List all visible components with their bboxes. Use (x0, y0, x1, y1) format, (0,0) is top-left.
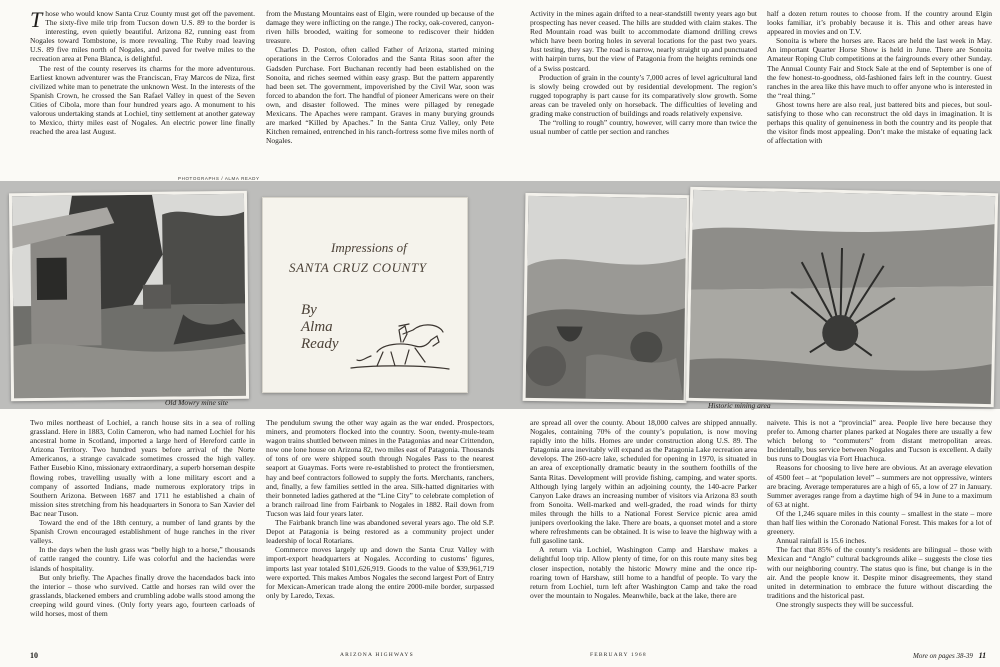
bottom-column-3 (530, 418, 757, 644)
bottom-col2-para-1: The pendulum swung the other way again as the war ended. Prospectors, miners, and promoters flocked into the country. Soon, twenty-mule-team wagon trains shuttled between mines in the Patagonias and near Crittendon, now one lone house on Arizona 82, two miles east of Patagonia. Thousands of tons of ore were shipped south through Nogales Pass to the nearest seaport at Guaymas. Forts were re-established to protect the frontiersmen, hay and beef contractors followed to supply the forts. Merchants, ranchers, and, finally, a few families settled in the area. Silk-hatted dignitaries with their bonneted ladies gathered at the “Line City” to celebrate completion of a branch railroad line from Fairbank to Nogales in 1882. Rail down from Tucson was laid four years later. (266, 418, 494, 518)
top-col2-para-2: Charles D. Poston, often called Father of Arizona, started mining operations in the Cerros Colorados and the Santa Ritas soon after the Gadsden Purchase. Fort Buchanan recently had been established on the Sonoita, and riches seemed within easy grasp. But the pattern apparently had been set. The government, impoverished by the Civil War, soon was forced to abandon the fort. The handful of pioneer Americans were on their own, and disaster followed. The mines were pillaged by renegade Mexicans. The Apaches were rampant. Graves in many burying grounds are marked “Killed by Apaches.” In the Santa Cruz Valley, only Pete Kitchen remained, entrenched in his ranch-fortress some five miles north of Nogales. (266, 45, 494, 146)
top-column-4 (767, 9, 992, 175)
bottom-column-1 (30, 418, 255, 644)
bottom-col3-para-1: are spread all over the county. About 18,000 calves are shipped annually. Nogales, containing 70% of the county’s population, is now moving rapidly into the hills. Homes are under construction along U.S. 89. The Patagonia area inevitably will expand as the Patagonia Lake recreation area develops. The 260-acre lake, scheduled for opening in 1970, is situated in an area of exceptionally dramatic beauty in the southern foothills of the Santa Ritas. Development will provide fishing, camping, and water sports. Although lying largely within an adjoining county, the 140-acre Parker Canyon Lake draws an increasing number of visitors via Arizona 83 south from Sonoita. Well-marked and well-graded, the road winds for thirty miles through the hills to a National Forest Service picnic area amid junipers overlooking the lake. There are boats, a quonset motel and a store where refreshments can be obtained. It is wise to leave the highway with a full gasoline tank. (530, 418, 757, 546)
photo-credit: PHOTOGRAPHS / ALMA READY (178, 176, 260, 181)
bottom-col4-para-3: Of the 1,246 square miles in this county – smallest in the state – more than half lies within the Coronado National Forest. This makes for a lot of greenery. (767, 508, 992, 537)
top-col1-para-2: The rest of the county reserves its charms for the more adventurous. Earliest known adventurer was the Franciscan, Fray Marcos de Niza, first civilized white man to penetrate the unknown West. In the interests of the Spanish Crown, he crossed the San Rafael Valley in quest of the Seven Cities of Cibola, more than four hundred years ago. A monument to his valorous undertaking stands at Lochiel, tiny settlement at another gateway to Mexico, thirty miles east of Nogales. An electric power line finally reached the area last August. (30, 63, 255, 137)
magazine-name: ARIZONA HIGHWAYS (340, 652, 414, 658)
bottom-column-4 (767, 418, 992, 644)
caption-right: Historic mining area (708, 401, 771, 410)
page-number-left: 10 (30, 651, 38, 660)
bottom-col4-para-1: naivete. This is not a “provincial” area. People live here because they prefer to. Among charter planes parked at Nogales there are usually a few which belong to “commuters” from distant metropolitan areas. Incidentally, bus service between Nogales and Tucson is excellent. A daily bus runs to Douglas via Fort Huachuca. (767, 418, 992, 464)
byline (301, 302, 338, 353)
bottom-col3-para-2: A return via Lochiel, Washington Camp and Harshaw makes a delightful loop trip. Allow plenty of time, for on this route many sites beg closer inspection, notably the historic Mowry mine and the once rip-roaring town of Harshaw, still home to a handful of people. To vary the return from Lochiel, turn left after Washington Camp and take the road over the mountain to Nogales. Meanwhile, back at the lake, there are (530, 545, 757, 600)
bottom-col1-para-2: Toward the end of the 18th century, a number of land grants by the Spanish Crown encouraged establishment of huge ranches in the river valleys. (30, 518, 255, 546)
top-col3-para-1: Activity in the mines again drifted to a near-standstill twenty years ago but prospecting has never ceased. The hills are studded with claim stakes. The Red Mountain road was built to accommodate diamond drilling crews which have been boring holes in several locations for the past two years. Just testing, they say. The road is narrow, nearly straight up and punctuated with hairpin turns, but the view of Patagonia from the heights reminds one of a Swiss postcard. (530, 9, 757, 73)
bottom-col4-para-6: One strongly suspects they will be successful. (776, 599, 914, 609)
continued-text: More on pages 38-39 (913, 652, 973, 660)
bottom-col2-para-2: The Fairbank branch line was abandoned several years ago. The old S.P. Depot at Patagonia is being restored as a community project under leadership of local Rotarians. (266, 518, 494, 546)
top-col4-para-3: Ghost towns here are also real, just battered bits and pieces, but soul-satisfying to those who can reconstruct the old days in imagination. It is perhaps this quality of genuineness in both the country and its people that the visitor finds most appealing. Don’t make the mistake of equating lack of affectation with (767, 99, 992, 146)
photo-historic-mining (523, 193, 690, 403)
top-col1-para-1: Those who would know Santa Cruz County must get off the pavement. The sixty-five mile trip from Tucson down U.S. 89 to the border is interesting, even quietly beautiful. Arizona 82, running east from Nogales toward Tombstone, is more revealing. The Ruby road leaving U.S. 89 five miles north of Nogales, and paved for twelve miles to the recreation area at Pena Blanca, is delightful. (30, 9, 255, 64)
bottom-column-2 (266, 418, 494, 644)
byline-first-name: Alma (301, 319, 333, 335)
cowboy-sketch (343, 316, 455, 376)
top-col3-para-3: The “rolling to rough” country, however, will carry more than twice the usual number of cattle per section and ranches (530, 118, 757, 137)
top-col3-para-2: Production of grain in the county’s 7,000 acres of level agricultural land is slowly being crowded out by residential development. The region’s rugged topography is part cause for its comparatively slow growth. Some areas can be traveled only on horseback. The difficulties of leveling and grading make construction of buildings and roads relatively expensive. (530, 72, 757, 119)
bottom-col4-para-4: Annual rainfall is 15.6 inches. (776, 536, 867, 546)
top-col2-para-1: from the Mustang Mountains east of Elgin, were rounded up because of the damage they were inflicting on the range.) The rocky, oak-covered, canyon-riven hills brooded, waiting for someone to rediscover their hidden treasure. (266, 9, 494, 46)
title-card (262, 197, 468, 393)
title-kicker: Impressions of (331, 240, 407, 255)
byline-by: By (301, 302, 317, 318)
photo-yucca-landscape (686, 187, 998, 407)
issue-date: FEBRUARY 1968 (590, 652, 647, 658)
page-number-right: 11 (978, 651, 987, 660)
bottom-col4-para-2: Reasons for choosing to live here are obvious. At an average elevation of 4500 feet – at “population level” – summers are not oppressive, winters are bracing. Average temperatures are a high of 65, a low of 27 in January. Summer averages range from a daytime high of 94 in June to a maximum of 63 at night. (767, 463, 992, 509)
drop-cap: T (30, 9, 43, 32)
top-col4-para-1: half a dozen return routes to choose from. If the country around Elgin looks familiar, it’s probably because it is. This and other areas have appeared in movies and on T.V. (767, 9, 992, 37)
top-column-1 (30, 9, 255, 175)
bottom-col4-para-5: The fact that 85% of the county’s residents are bilingual – those with Mexican and “Anglo” cultural backgrounds alike – suggests the close ties with our neighboring country. The status quo is fine, but change is in the air. And the people know it. Despite minor disagreements, they stand united in determination to embrace the future without discarding the traditions and the historical past. (767, 545, 992, 600)
continued-note (913, 651, 986, 660)
photo-mowry-mine (9, 191, 249, 401)
bottom-col1-para-1: Two miles northeast of Lochiel, a ranch house sits in a sea of rolling grassland. Here in 1883, Colin Cameron, who had named Lochiel for his ancestral home in Scotland, imported a large herd of Hereford cattle in Arizona Territory. Two hundred years before arrival of the Norte Americanos, a strange cavalcade sometimes crossed the high valley. Father Eusebio Kino, missionary extraordinary, a superb horseman despite flowing robes, travelling usually with a lone military escort and a company of assorted Indians, made numerous exploratory trips in Southern Arizona. Between 1687 and 1711 he established a chain of mission sites stretching from his headquarters in Sonora to San Xavier del Bac near Tuson. (30, 418, 255, 518)
top-column-3 (530, 9, 757, 175)
byline-last-name: Ready (301, 336, 339, 352)
top-col4-para-2: Sonoita is where the horses are. Races are held the last week in May. An important Quarter Horse Show is held in June. There are Sonoita Amateur Roping Club competitions at the fairgrounds every other Sunday. The Annual County Fair and Stock Sale at the end of September is one of the few honest-to-goodness, old-fashioned fairs left in the country. Guest ranches in the area like this have much to offer anyone who is interested in the “real thing.” (767, 36, 992, 100)
bottom-col1-para-3: In the days when the lush grass was “belly high to a horse,” thousands of cattle ranged the country. Life was colorful and the haciendas were islands of hospitality. (30, 545, 255, 573)
article-title: SANTA CRUZ COUNTY (289, 260, 427, 275)
bottom-col1-para-4: But only briefly. The Apaches finally drove the hacendados back into the interior – those who survived. Cattle and horses ran wild over the grasslands, blackened embers and crumbling adobe walls stood among the creeping wild gourd vines. (Only forty years ago, fourteen carloads of wild horses, most of them (30, 572, 255, 618)
top-column-2 (266, 9, 494, 175)
caption-left: Old Mowry mine site (165, 398, 229, 407)
bottom-col2-para-3: Commerce moves largely up and down the Santa Cruz Valley with import-export headquarters at Nogales. According to customs’ figures, imports last year totaled $101,626,919. Goods to the value of $39,961,719 were exported. This makes Ambos Nogales the second largest Port of Entry for Mexican-American trade along the entire 2000-mile border, surpassed only by Laredo, Texas. (266, 545, 494, 600)
